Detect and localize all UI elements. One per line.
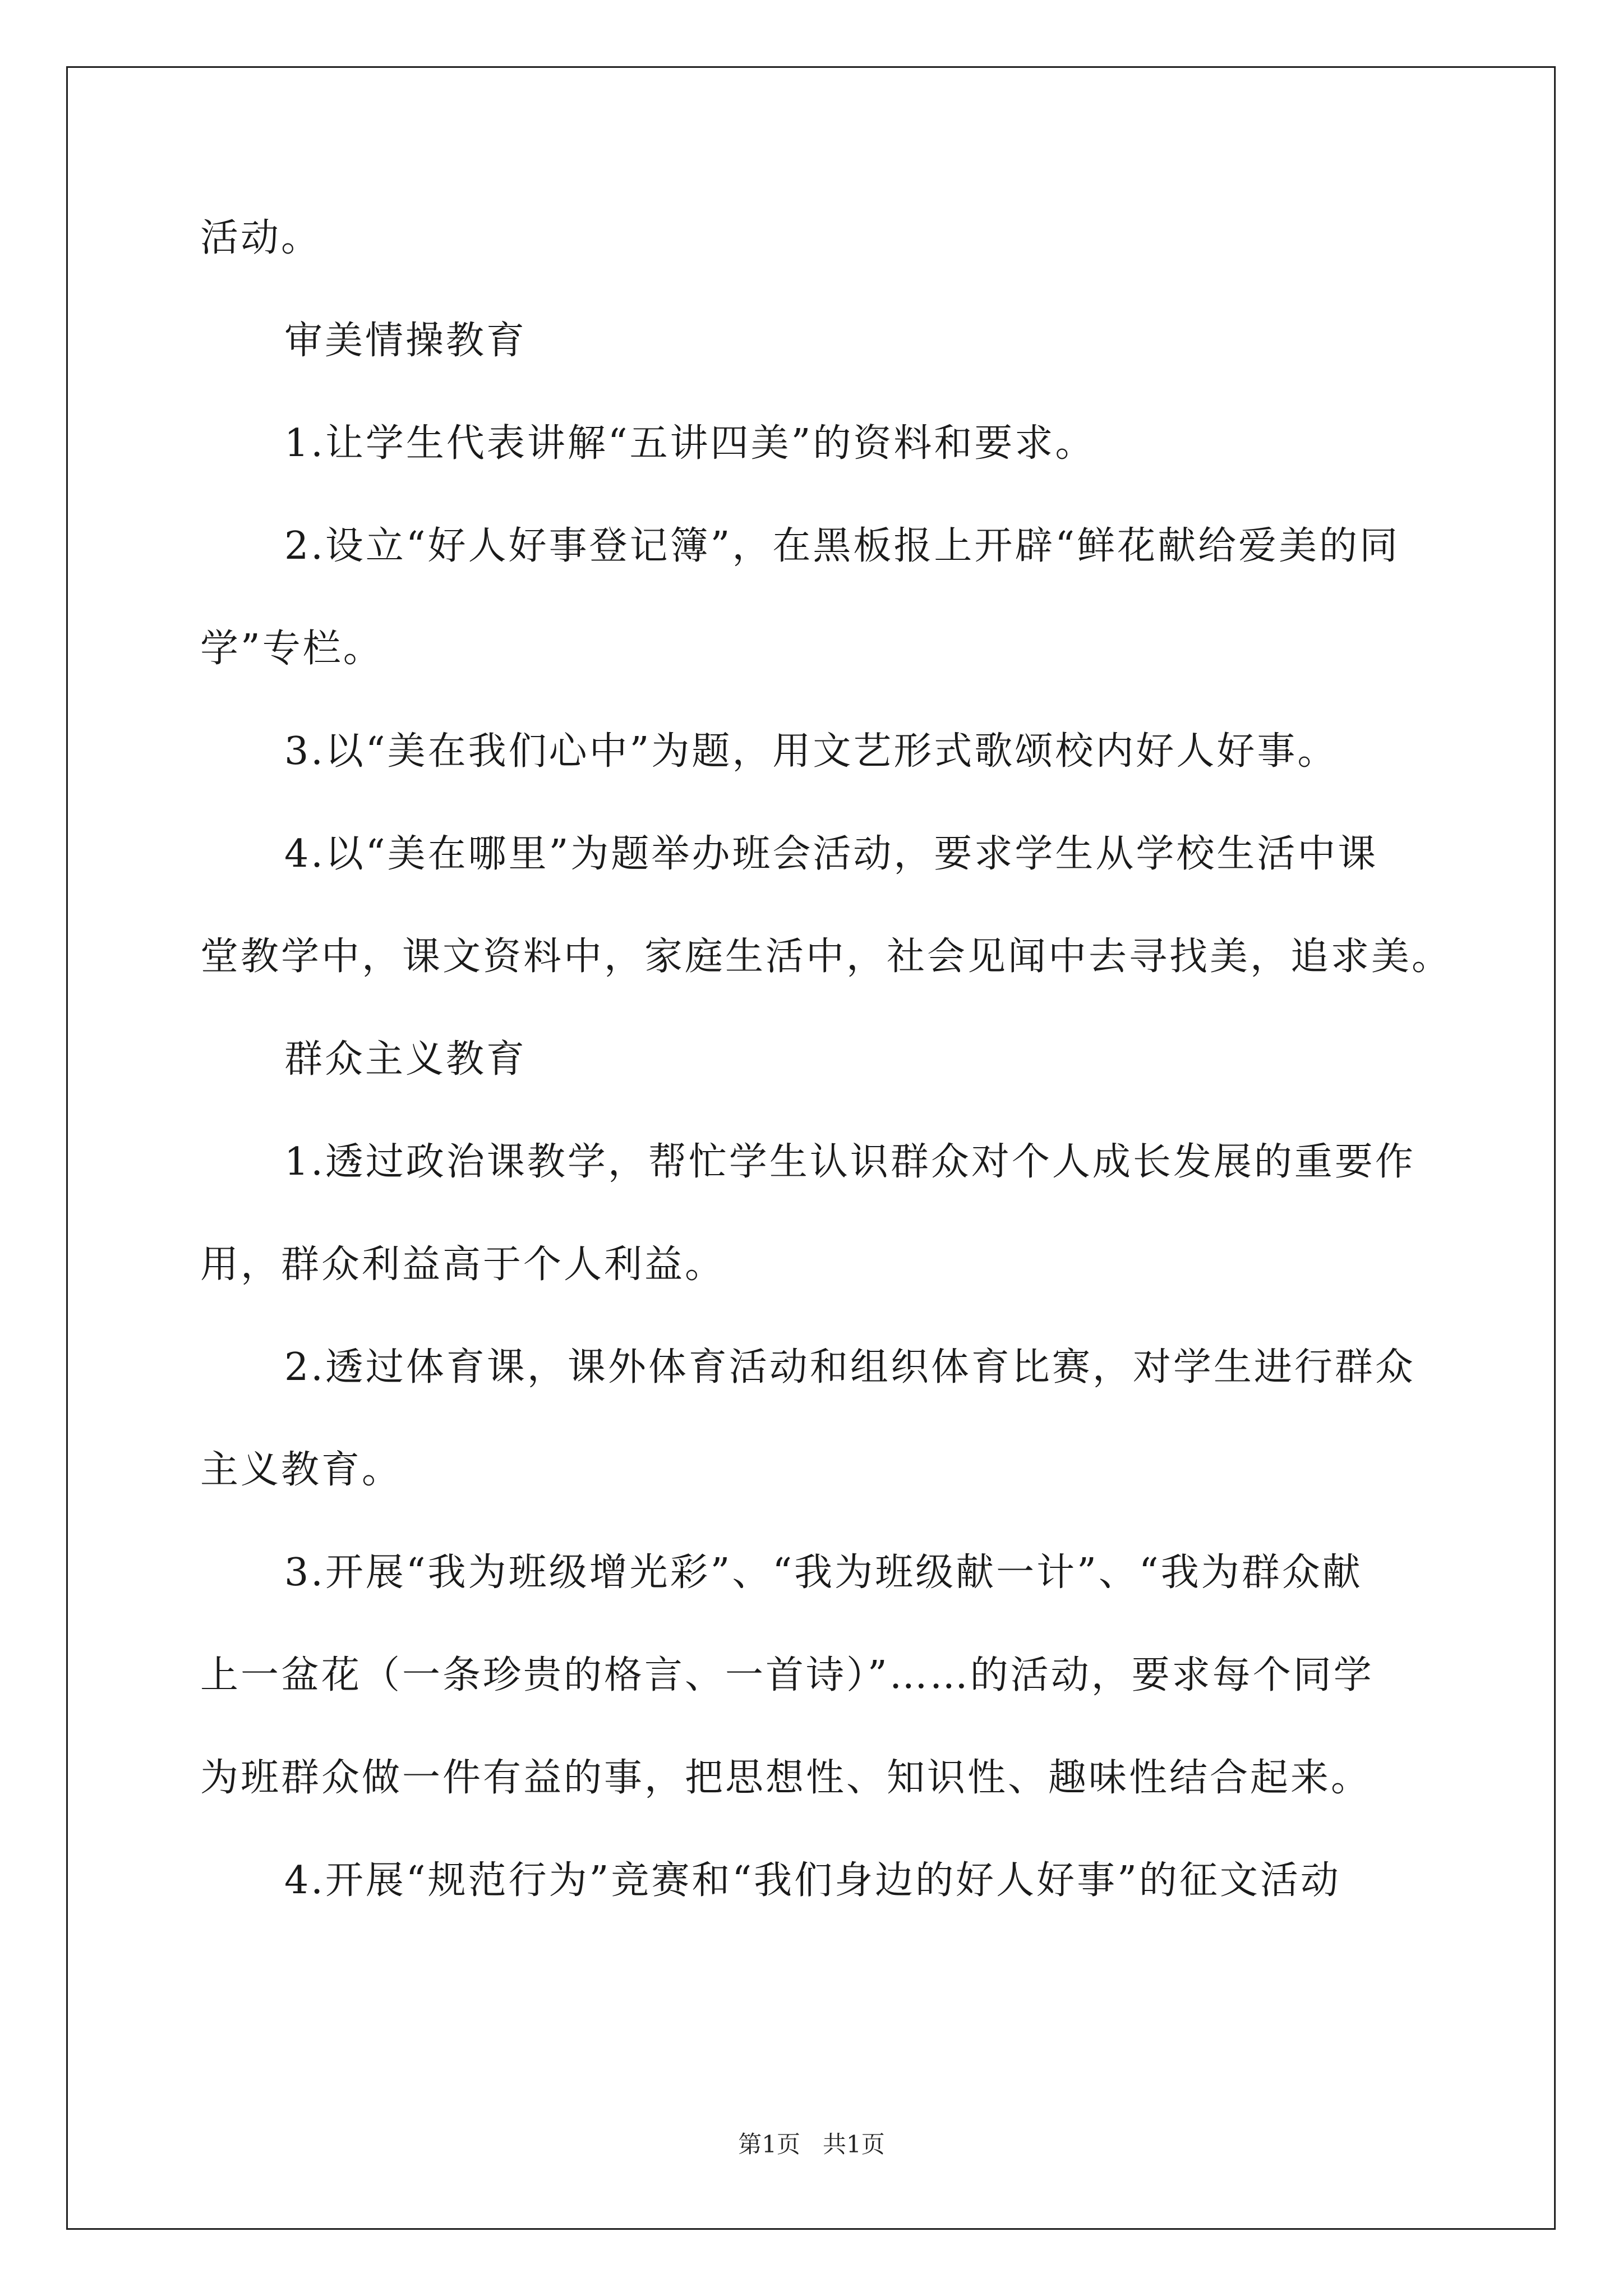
text-line: 4.以“美在哪里”为题举办班会活动，要求学生从学校生活中课: [284, 832, 1378, 876]
text-line: 主义教育。: [200, 1448, 403, 1492]
section-heading: 群众主义教育: [284, 1037, 527, 1082]
text-line: 用，群众利益高于个人利益。: [200, 1243, 726, 1287]
text-line: 3.以“美在我们心中”为题，用文艺形式歌颂校内好人好事。: [284, 729, 1338, 774]
text-line: 2.透过体育课，课外体育活动和组织体育比赛，对学生进行群众: [284, 1345, 1415, 1389]
page-footer: 第1页 共1页: [738, 2131, 885, 2158]
text-line: 3.开展“我为班级增光彩”、“我为班级献一计”、“我为群众献: [284, 1550, 1363, 1595]
text-line: 1.让学生代表讲解“五讲四美”的资料和要求。: [284, 421, 1096, 466]
text-line: 2.设立“好人好事登记簿”，在黑板报上开辟“鲜花献给爱美的同: [284, 524, 1400, 568]
text-line: 堂教学中，课文资料中，家庭生活中，社会见闻中去寻找美，追求美。: [200, 935, 1453, 979]
text-line: 为班群众做一件有益的事，把思想性、知识性、趣味性结合起来。: [200, 1756, 1372, 1800]
text-line: 活动。: [200, 216, 322, 260]
section-heading: 审美情操教育: [284, 319, 527, 363]
text-line: 4.开展“规范行为”竞赛和“我们身边的好人好事”的征文活动: [284, 1858, 1341, 1903]
text-line: 1.透过政治课教学，帮忙学生认识群众对个人成长发展的重要作: [284, 1140, 1415, 1184]
text-line: 上一盆花（一条珍贵的格言、一首诗）”……的活动，要求每个同学: [200, 1653, 1374, 1697]
text-line: 学”专栏。: [200, 627, 384, 671]
